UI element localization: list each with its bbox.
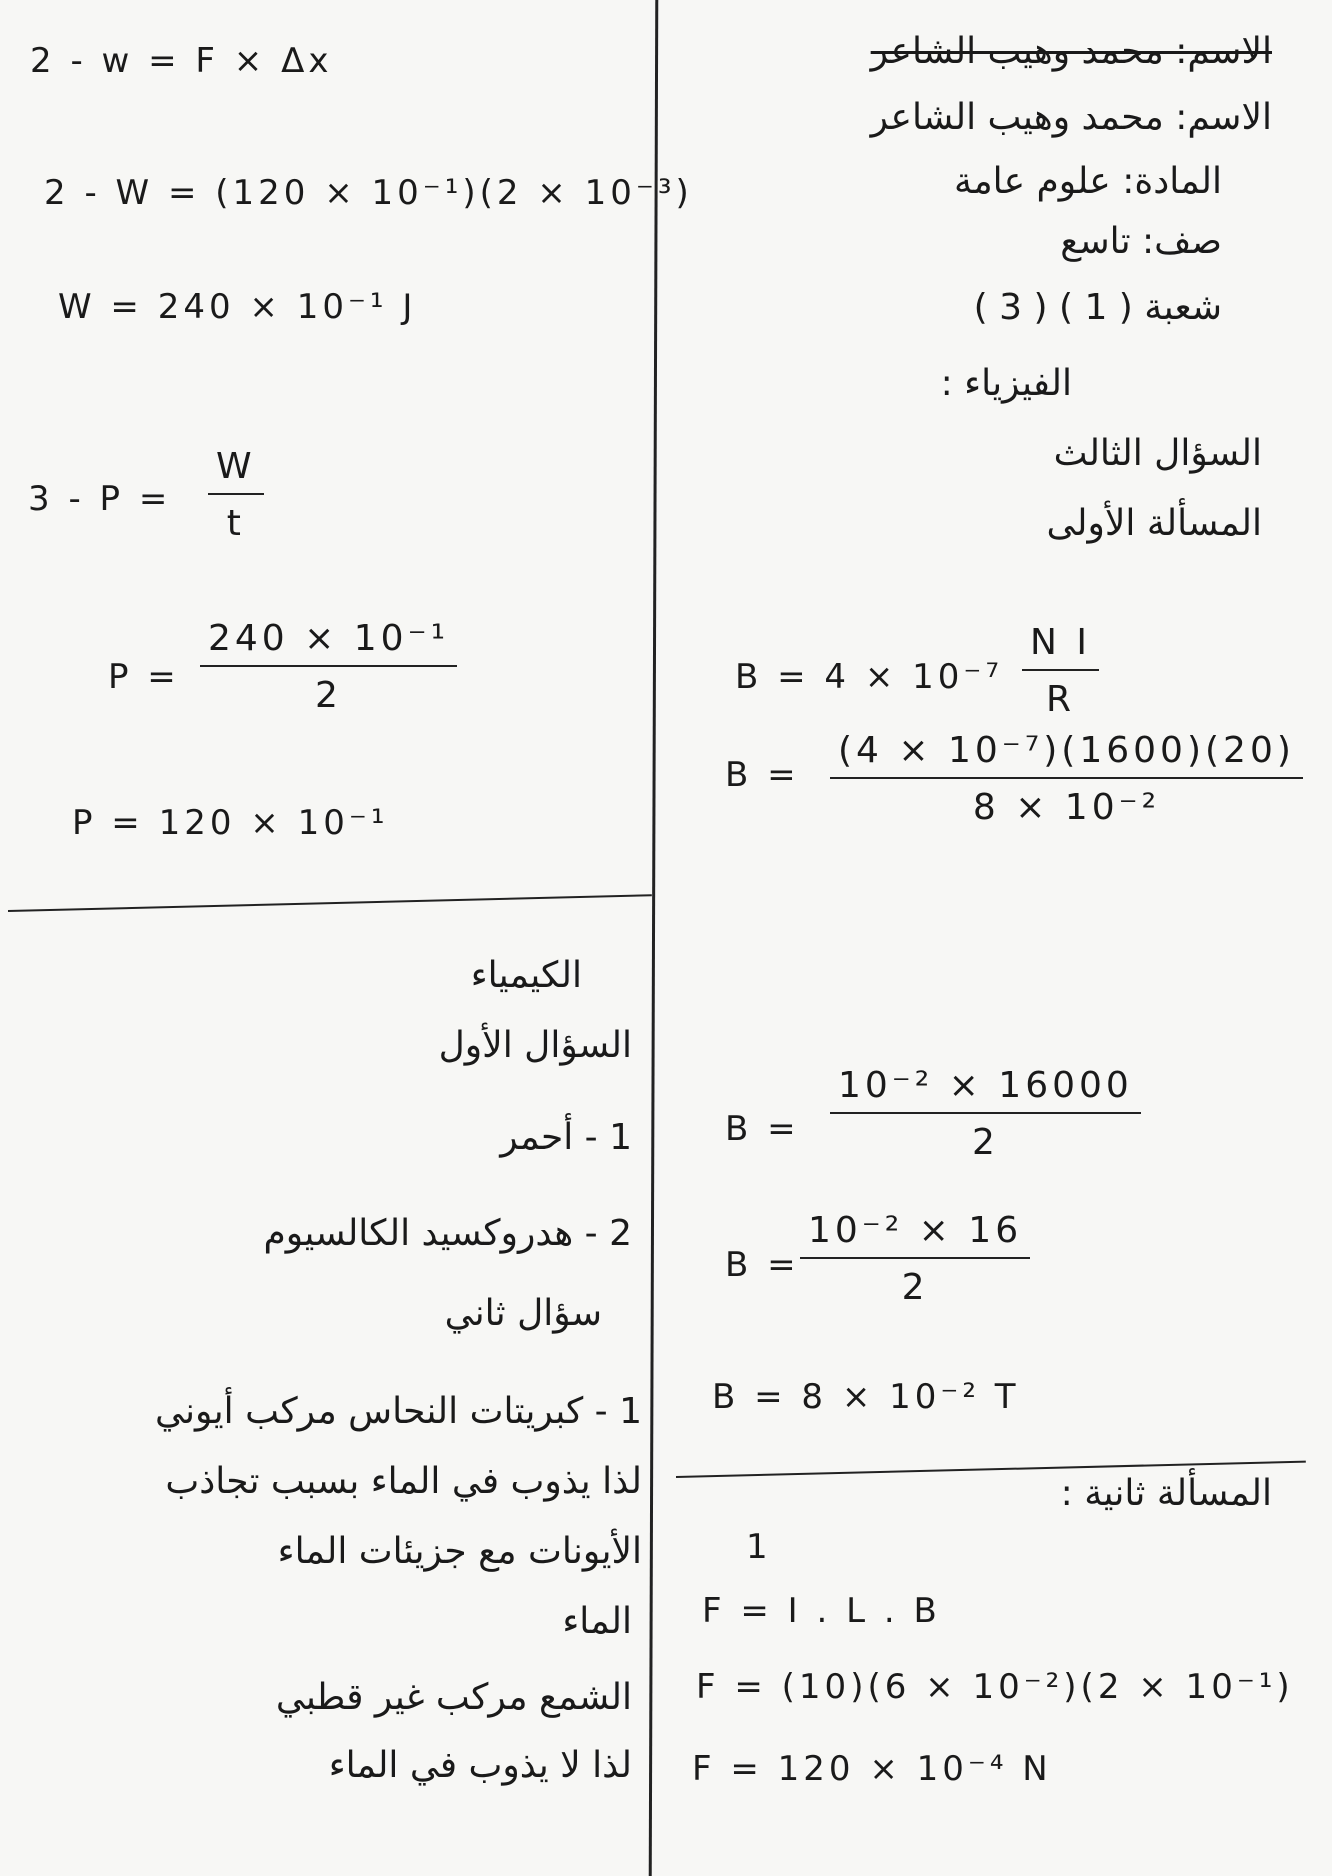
eq-b-step3-fraction	[800, 1210, 1030, 1308]
eq3-sub-fraction	[200, 618, 457, 716]
eq-b-step3-denominator: 2	[901, 1267, 929, 1308]
eq-b-formula-fraction	[1022, 622, 1099, 720]
chem-q2-answer2-line1: الشمع مركب غير قطبي	[275, 1677, 632, 1718]
eq3-sub-numerator: 240 × 10⁻¹	[200, 618, 457, 667]
eq-f-result: F = 120 × 10⁻⁴ N	[692, 1749, 1052, 1789]
eq3-fraction	[208, 446, 264, 544]
chem-q2-answer1-line1: 1 - كبريتات النحاس مركب أيوني	[155, 1391, 642, 1432]
chem-q1-answer2: 2 - هدروكسيد الكالسيوم	[263, 1213, 632, 1254]
chem-q2-answer2-line2: لذا لا يذوب في الماء	[328, 1745, 632, 1786]
question-three-title: السؤال الثالث	[1053, 433, 1262, 474]
eq3-sub-denominator: 2	[315, 675, 342, 716]
eq2-formula: 2 - w = F × Δx	[30, 41, 333, 81]
section-line: شعبة ( 1 ) ( 3 )	[973, 287, 1222, 328]
eq-b-step3-numerator: 10⁻² × 16	[800, 1210, 1030, 1259]
eq-b-sub-lhs: B =	[725, 755, 800, 795]
physics-title: الفيزياء :	[940, 363, 1072, 404]
eq3-sub-lhs: P =	[108, 657, 180, 697]
eq-b-step2-lhs: B =	[725, 1109, 800, 1149]
eq-b-sub-numerator: (4 × 10⁻⁷)(1600)(20)	[830, 730, 1303, 779]
chem-q1-answer1: 1 - أحمر	[500, 1117, 632, 1158]
chem-q2-answer1-line4: الماء	[562, 1601, 632, 1642]
problem-two-title: المسألة ثانية :	[1060, 1473, 1272, 1514]
eq-b-step2-denominator: 2	[971, 1122, 999, 1163]
chemistry-title: الكيمياء	[470, 955, 582, 996]
column-divider	[649, 0, 659, 1876]
eq2-result: W = 240 × 10⁻¹ J	[58, 287, 417, 327]
eq-f-substitution: F = (10)(6 × 10⁻²)(2 × 10⁻¹)	[696, 1667, 1294, 1707]
eq-b-sub-denominator: 8 × 10⁻²	[972, 787, 1161, 828]
eq-b-result: B = 8 × 10⁻² T	[712, 1377, 1020, 1417]
subject-line: المادة: علوم عامة	[954, 161, 1222, 202]
eq-f-formula: F = I . L . B	[702, 1591, 941, 1631]
eq-b-formula-denominator: R	[1045, 679, 1075, 720]
chem-q2-title: سؤال ثاني	[444, 1293, 602, 1334]
eq-b-substitution-fraction	[830, 730, 1303, 828]
eq-b-formula-lhs: B = 4 × 10⁻⁷	[735, 657, 1004, 697]
student-name: الاسم: محمد وهيب الشاعر	[870, 97, 1272, 138]
eq3-numerator: W	[208, 446, 264, 495]
chem-q1-title: السؤال الأول	[438, 1025, 632, 1066]
eq-b-formula-numerator: N I	[1022, 622, 1099, 671]
eq3-result: P = 120 × 10⁻¹	[72, 803, 389, 843]
struck-header-line: الاسم: محمد وهيب الشاعر	[870, 31, 1272, 72]
grade-line: صف: تاسع	[1060, 221, 1222, 262]
item-one-label: 1	[746, 1527, 772, 1567]
eq3-lhs: 3 - P =	[28, 479, 172, 519]
eq3-denominator: t	[226, 503, 245, 544]
chem-q2-answer1-line2: لذا يذوب في الماء بسبب تجاذب	[165, 1461, 642, 1502]
left-section-divider	[8, 894, 652, 912]
chem-q2-answer1-line3: الأيونات مع جزيئات الماء	[277, 1531, 642, 1572]
eq-b-step2-numerator: 10⁻² × 16000	[830, 1065, 1141, 1114]
eq-b-step2-fraction	[830, 1065, 1141, 1163]
eq-b-step3-lhs: B =	[725, 1245, 800, 1285]
eq2-substitution: 2 - W = (120 × 10⁻¹)(2 × 10⁻³)	[44, 173, 693, 213]
problem-one-title: المسألة الأولى	[1046, 503, 1262, 544]
